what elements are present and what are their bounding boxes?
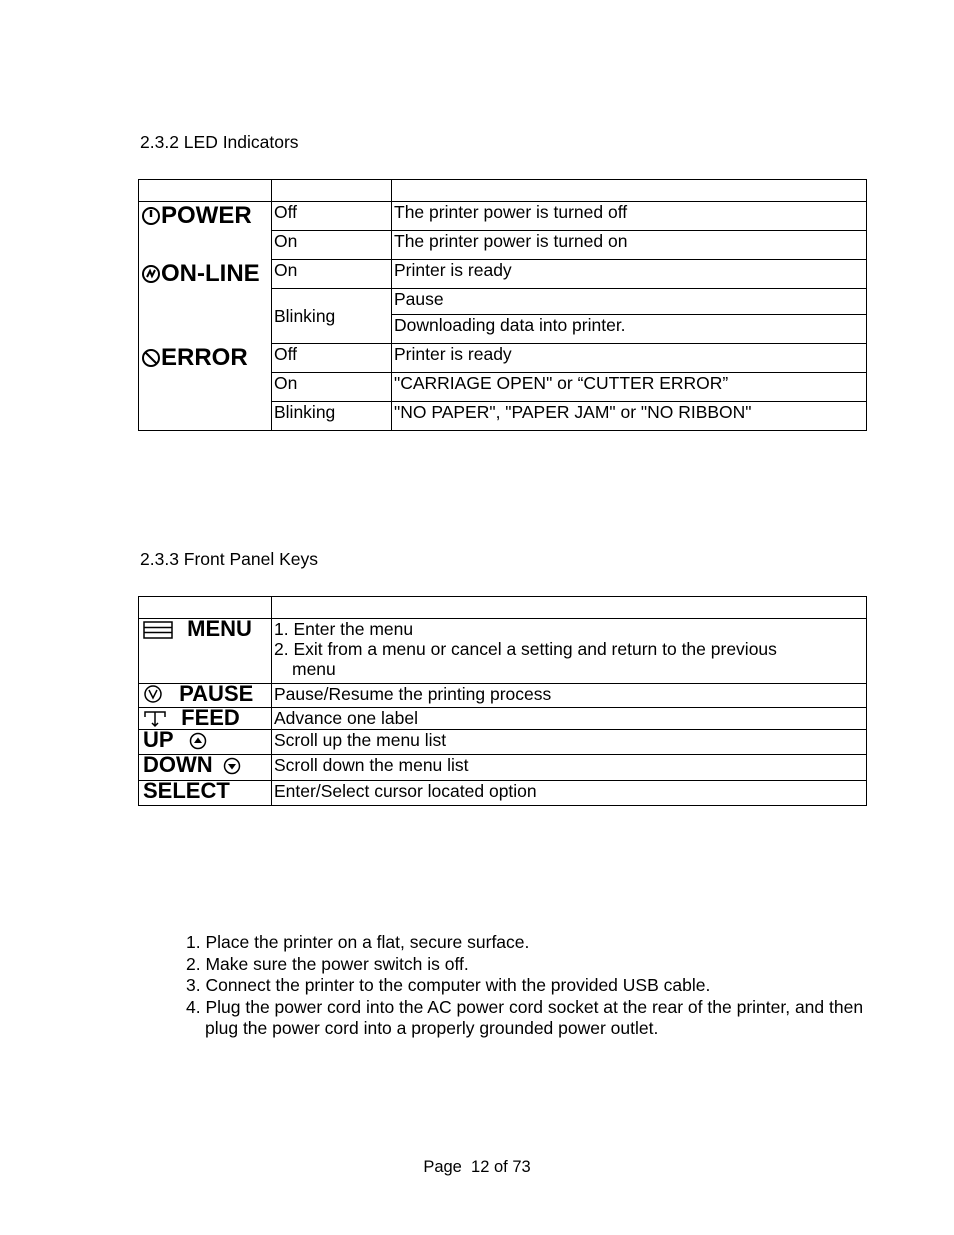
key-menu-description xyxy=(272,619,867,684)
table-row xyxy=(139,344,867,373)
led-description: The printer power is turned on xyxy=(392,231,867,260)
led-status: On xyxy=(272,231,392,260)
table-row xyxy=(139,755,867,781)
key-feed-description: Advance one label xyxy=(272,708,867,730)
online-icon xyxy=(141,264,161,284)
down-arrow-icon xyxy=(223,757,241,775)
list-item: 1. Place the printer on a flat, secure surface. xyxy=(186,932,530,952)
led-status: Off xyxy=(272,344,392,373)
page-footer: Page 12 of 73 xyxy=(423,1158,531,1176)
led-description: Downloading data into printer. xyxy=(392,315,867,344)
led-description: "NO PAPER", "PAPER JAM" or "NO RIBBON" xyxy=(392,402,867,431)
table-row xyxy=(139,708,867,730)
led-error-label: ERROR xyxy=(141,344,248,371)
table-row xyxy=(139,684,867,708)
up-arrow-icon xyxy=(189,732,207,750)
description-line: 2. Exit from a menu or cancel a setting and return to the previous xyxy=(274,639,777,659)
list-item: 2. Make sure the power switch is off. xyxy=(186,953,469,974)
key-select-label: SELECT xyxy=(139,781,272,806)
key-select-description: Enter/Select cursor located option xyxy=(272,781,867,806)
menu-icon xyxy=(143,621,173,639)
led-indicator-table xyxy=(138,179,867,431)
description-line: 1. Enter the menu xyxy=(274,619,414,639)
setup-steps-list xyxy=(186,932,876,1040)
list-item: 3. Connect the printer to the computer with the provided USB cable. xyxy=(186,975,711,995)
table-header-row xyxy=(139,180,867,202)
led-description: Printer is ready xyxy=(392,260,867,289)
led-status: On xyxy=(272,260,392,289)
led-description: Pause xyxy=(392,289,867,315)
pause-icon xyxy=(143,684,163,704)
front-panel-keys-table xyxy=(138,596,867,806)
table-row xyxy=(139,730,867,755)
led-description: Printer is ready xyxy=(392,344,867,373)
key-pause-description: Pause/Resume the printing process xyxy=(272,684,867,708)
led-online-cell xyxy=(139,260,272,344)
key-down-label: DOWN xyxy=(139,755,272,781)
keys-section-heading: 2.3.3 Front Panel Keys xyxy=(140,549,319,569)
list-item: 4. Plug the power cord into the AC power cord socket at the rear of the printer, and then plug the power cord into a properly grounded power outlet. xyxy=(186,996,864,1038)
led-section-heading: 2.3.2 LED Indicators xyxy=(140,132,299,152)
led-description: "CARRIAGE OPEN" or “CUTTER ERROR” xyxy=(392,373,867,402)
led-online-label: ON-LINE xyxy=(141,260,260,287)
table-row xyxy=(139,202,867,231)
key-pause-label: PAUSE xyxy=(139,684,272,708)
led-status: Blinking xyxy=(272,402,392,431)
led-description: The printer power is turned off xyxy=(392,202,867,231)
description-line: menu xyxy=(292,659,336,679)
feed-icon xyxy=(143,710,167,728)
table-row xyxy=(139,619,867,684)
key-down-description: Scroll down the menu list xyxy=(272,755,867,781)
error-icon xyxy=(141,348,161,368)
key-up-label: UP xyxy=(139,730,272,755)
led-status: On xyxy=(272,373,392,402)
table-row xyxy=(139,260,867,289)
led-status: Off xyxy=(272,202,392,231)
power-icon xyxy=(141,206,161,226)
key-menu-label: MENU xyxy=(139,619,272,684)
key-feed-label: FEED xyxy=(139,708,272,730)
led-power-cell xyxy=(139,202,272,260)
led-status: Blinking xyxy=(272,289,392,344)
led-error-cell xyxy=(139,344,272,431)
led-power-label: POWER xyxy=(141,202,252,229)
key-up-description: Scroll up the menu list xyxy=(272,730,867,755)
table-row xyxy=(139,781,867,806)
